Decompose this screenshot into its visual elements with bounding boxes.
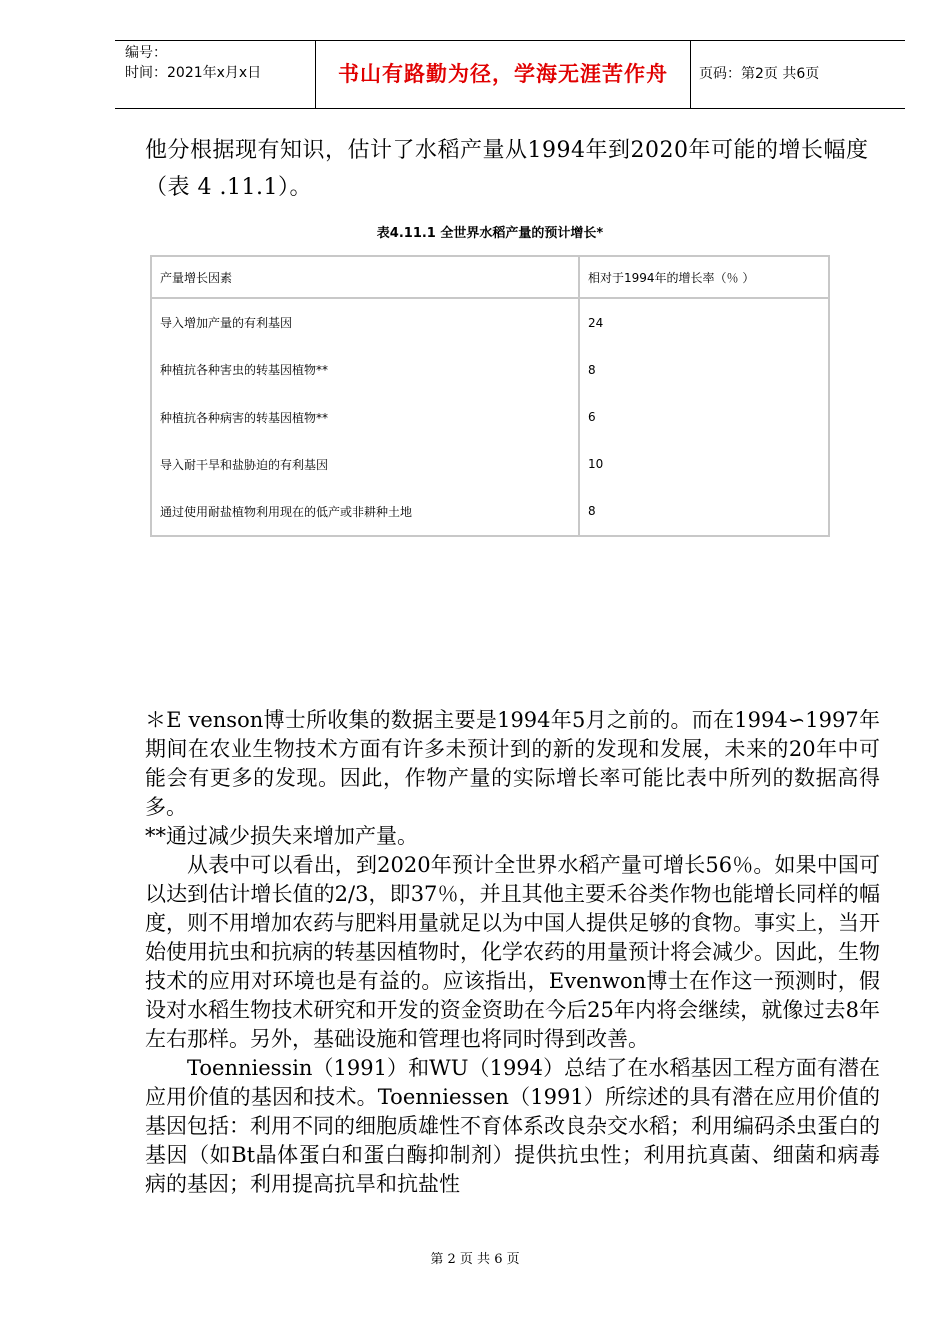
- header-meta: [115, 41, 315, 108]
- table-row: [151, 488, 829, 536]
- footnote-1: ＊E venson博士所收集的数据主要是1994年5月之前的。而在1994∽1997年期间在农业生物技术方面有许多未预计到的新的发现和发展，未来的20年中可能会有更多的发现。因此，作物产量的实际增长率可能比表中所列的数据高得多。: [145, 708, 880, 819]
- rate-cell: 8: [579, 346, 829, 393]
- table-row: [151, 393, 829, 440]
- factor-cell: 导入增加产量的有利基因: [151, 298, 579, 346]
- factor-cell: 种植抗各种害虫的转基因植物**: [151, 346, 579, 393]
- time-label: 时间：2021年x月x日: [125, 65, 262, 81]
- factor-cell: 通过使用耐盐植物利用现在的低产或非耕种土地: [151, 488, 579, 536]
- column-header: 相对于1994年的增长率（％ ）: [579, 256, 829, 298]
- data-table: [150, 255, 830, 537]
- rate-cell: 24: [579, 298, 829, 346]
- table-row: [151, 298, 829, 346]
- table-row: [151, 441, 829, 488]
- page-label: 页码：第2页 共6页: [699, 66, 820, 82]
- column-header: 产量增长因素: [151, 256, 579, 298]
- body-text: [145, 706, 880, 1199]
- page-header: [115, 40, 905, 109]
- body-paragraph: Toenniessin（1991）和WU（1994）总结了在水稻基因工程方面有潜在应用价值的基因和技术。Toenniessen（1991）所综述的具有潜在应用价值的基因包括：利用不同的细胞质雄性不育体系改良杂交水稻；利用编码杀虫蛋白的基因（如Bt晶体蛋白和蛋白酶抑制剂）提供抗虫性；利用抗真菌、细菌和病毒病的基因；利用提高抗旱和抗盐性: [145, 1056, 880, 1196]
- page-footer: 第 2 页 共 6 页: [430, 1252, 520, 1267]
- table-row: [151, 346, 829, 393]
- table-title: 表4.11.1 全世界水稻产量的预计增长*: [376, 226, 604, 241]
- intro-paragraph: 他分根据现有知识，估计了水稻产量从1994年到2020年可能的增长幅度（表 4 .11.1）。: [145, 138, 869, 200]
- table-header-row: [151, 256, 829, 298]
- body-paragraph: 从表中可以看出，到2020年预计全世界水稻产量可增长56％。如果中国可以达到估计增长值的2/3，即37％，并且其他主要禾谷类作物也能增长同样的幅度，则不用增加农药与肥料用量就足以为中国人提供足够的食物。事实上，当开始使用抗虫和抗病的转基因植物时，化学农药的用量预计将会减少。因此，生物技术的应用对环境也是有益的。应该指出，Evenwon博士在作这一预测时，假设对水稻生物技术研究和开发的资金资助在今后25年内将会继续，就像过去8年左右那样。另外，基础设施和管理也将同时得到改善。: [145, 853, 880, 1051]
- footnote-2: **通过减少损失来增加产量。: [145, 824, 418, 848]
- factor-cell: 导入耐干旱和盐胁迫的有利基因: [151, 441, 579, 488]
- rate-cell: 8: [579, 488, 829, 536]
- factor-cell: 种植抗各种病害的转基因植物**: [151, 393, 579, 440]
- motto: 书山有路勤为径，学海无涯苦作舟: [315, 41, 691, 108]
- number-label: 编号：: [125, 45, 167, 61]
- rate-cell: 6: [579, 393, 829, 440]
- rate-cell: 10: [579, 441, 829, 488]
